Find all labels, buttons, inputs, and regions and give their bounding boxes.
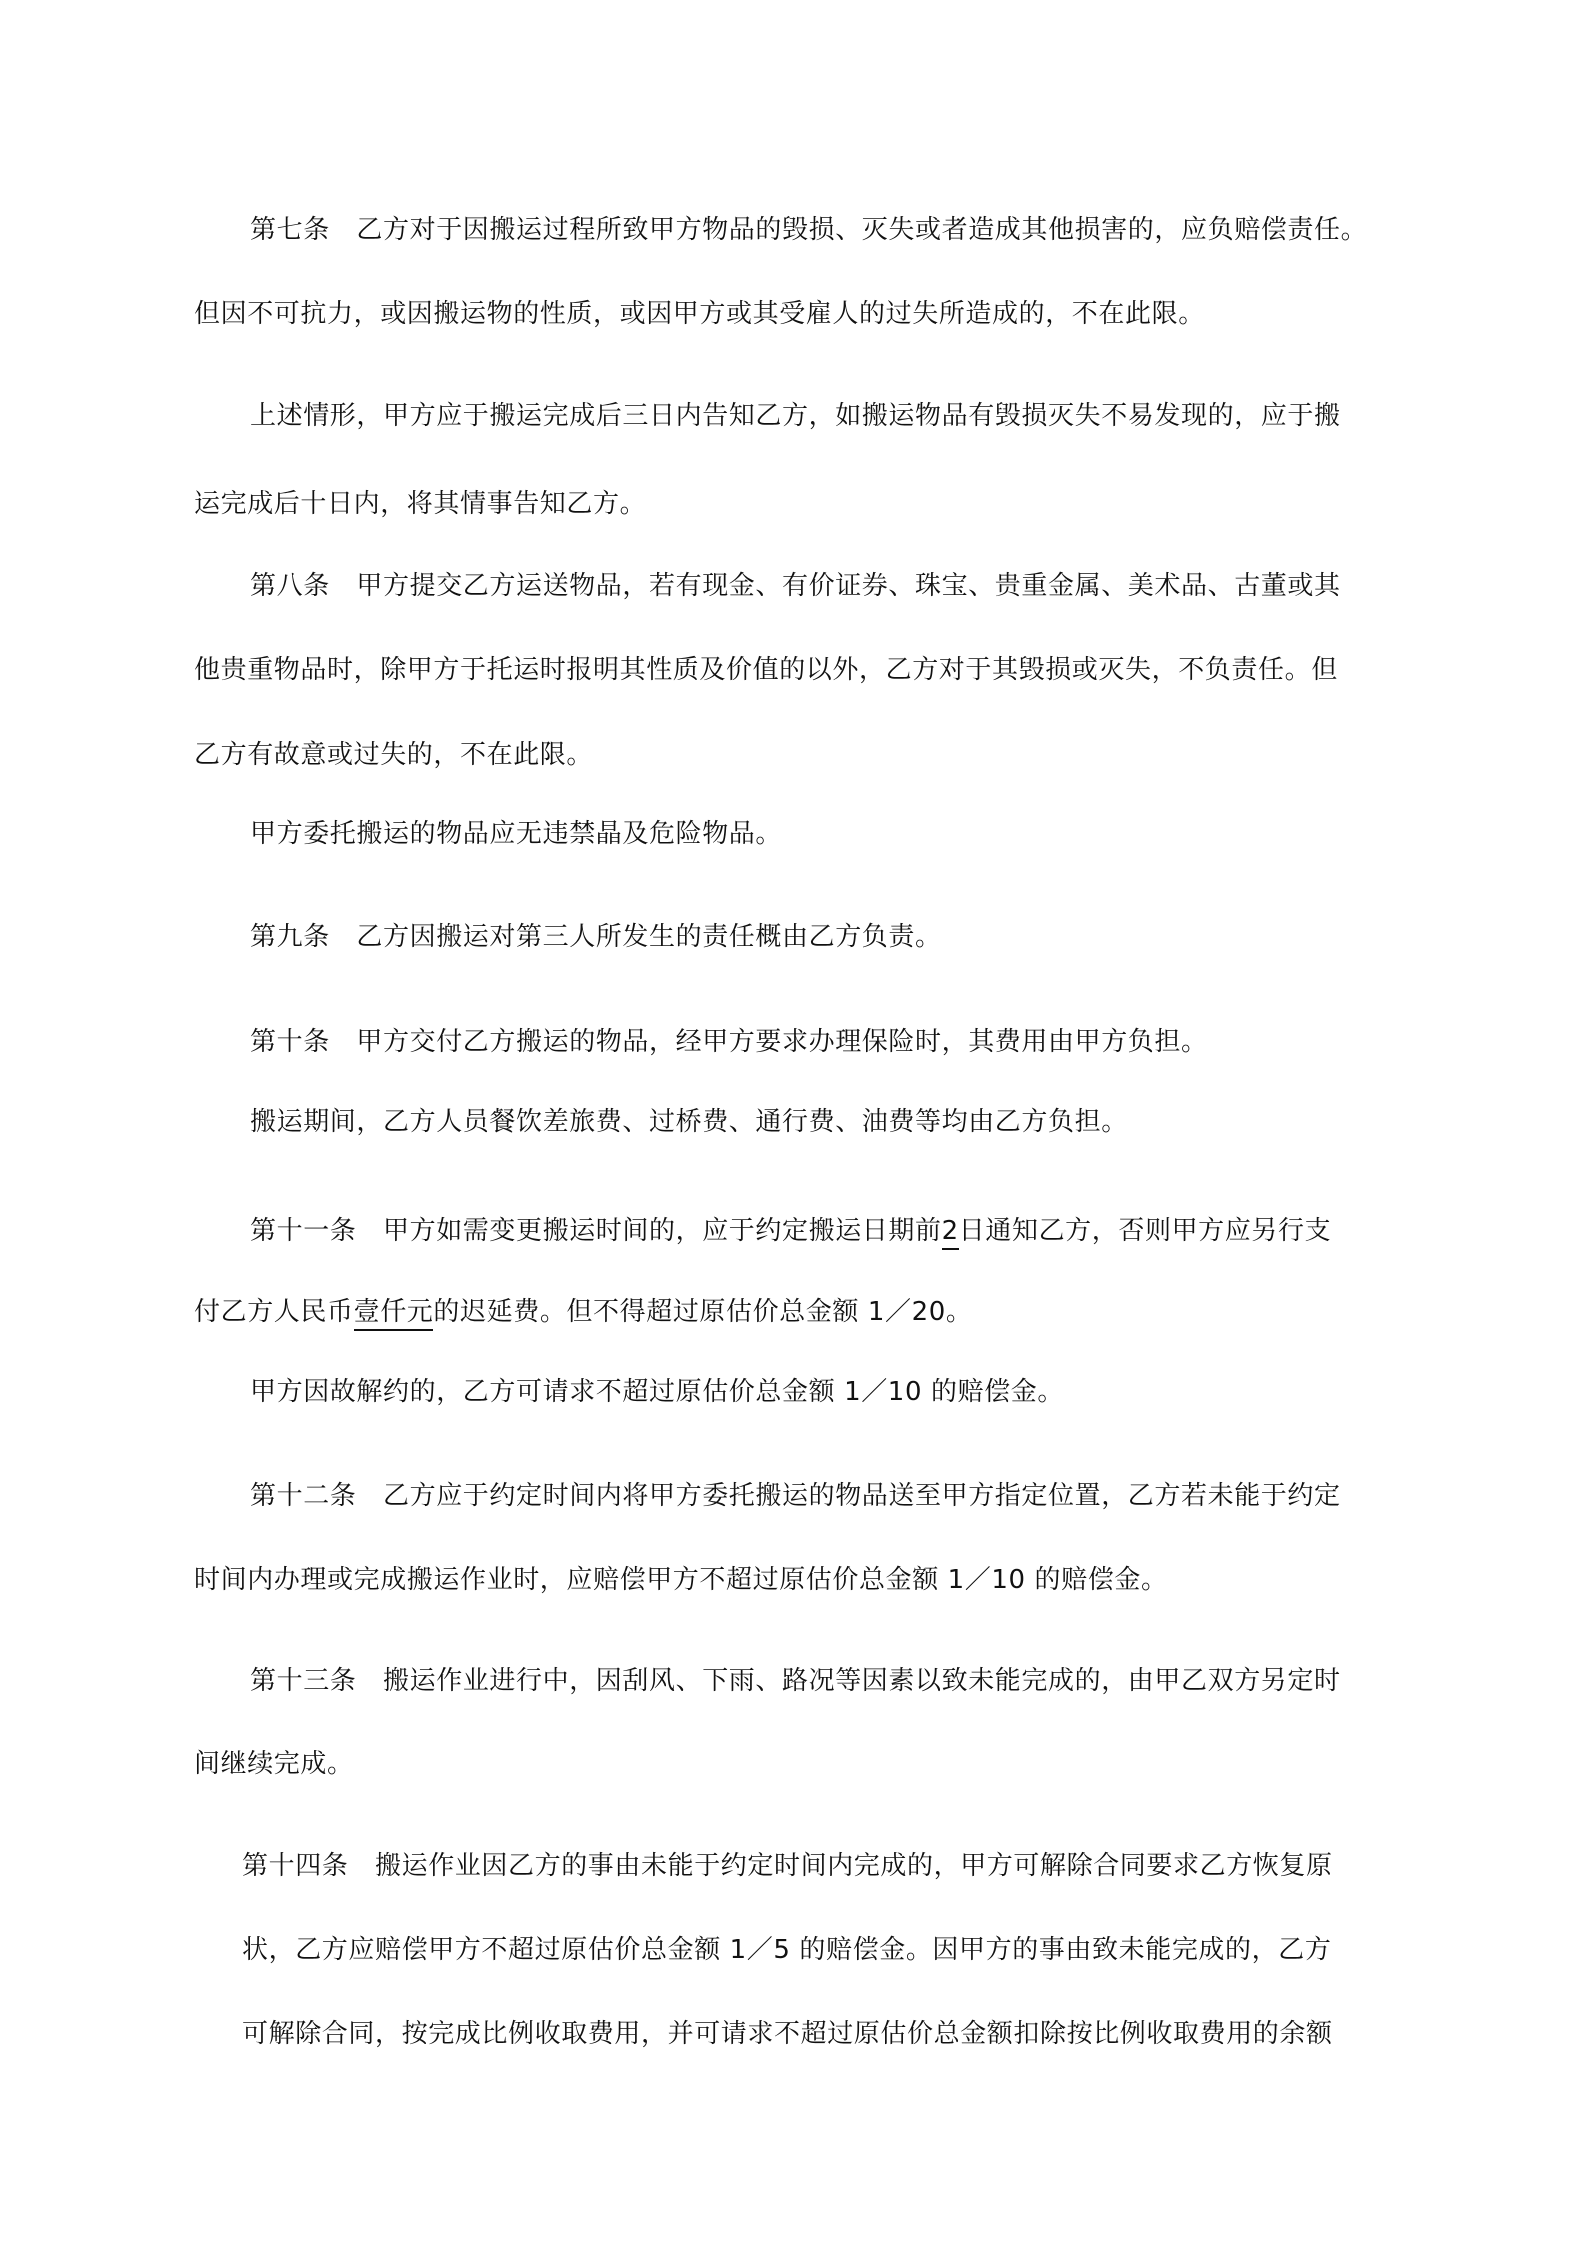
article-7-line-2: 但因不可抗力，或因搬运物的性质，或因甲方或其受雇人的过失所造成的，不在此限。 [194, 299, 1205, 329]
article-13-line-2: 间继续完成。 [194, 1749, 354, 1779]
article-10-line-1: 第十条 甲方交付乙方搬运的物品，经甲方要求办理保险时，其费用由甲方负担。 [250, 1027, 1208, 1057]
article-7-line-4: 运完成后十日内，将其情事告知乙方。 [194, 489, 647, 519]
article-12-line-1: 第十二条 乙方应于约定时间内将甲方委托搬运的物品送至甲方指定位置，乙方若未能于约定 [250, 1481, 1341, 1511]
notice-days-value: 2 [942, 1214, 959, 1250]
article-11-line-1 [250, 1211, 1331, 1251]
article-13-line-1: 第十三条 搬运作业进行中，因刮风、下雨、路况等因素以致未能完成的，由甲乙双方另定时 [250, 1666, 1341, 1696]
article-8-line-4: 甲方委托搬运的物品应无违禁晶及危险物品。 [250, 819, 783, 849]
article-8-line-1: 第八条 甲方提交乙方运送物品，若有现金、有价证券、珠宝、贵重金属、美术品、古董或其 [250, 571, 1341, 601]
article-12-line-2: 时间内办理或完成搬运作业时，应赔偿甲方不超过原估价总金额 1／10 的赔偿金。 [194, 1565, 1168, 1595]
delay-fee-amount: 壹仟元 [354, 1295, 434, 1331]
article-8-line-2: 他贵重物品时，除甲方于托运时报明其性质及价值的以外，乙方对于其毁损或灭失，不负责任。但 [194, 655, 1338, 685]
article-11-line-3: 甲方因故解约的，乙方可请求不超过原估价总金额 1／10 的赔偿金。 [250, 1377, 1064, 1407]
article-8-line-3: 乙方有故意或过失的，不在此限。 [194, 740, 594, 770]
article-14-line-2: 状，乙方应赔偿甲方不超过原估价总金额 1／5 的赔偿金。因甲方的事由致未能完成的，乙方 [242, 1935, 1332, 1965]
article-11-line-2 [194, 1292, 973, 1332]
article-7-line-1: 第七条 乙方对于因搬运过程所致甲方物品的毁损、灭失或者造成其他损害的，应负赔偿责任。 [250, 215, 1368, 245]
article-11-line-2-prefix: 付乙方人民币 [194, 1297, 354, 1327]
article-11-line-2-suffix: 的迟延费。但不得超过原估价总金额 1／20。 [433, 1297, 973, 1327]
article-11-line-1-prefix: 第十一条 甲方如需变更搬运时间的，应于约定搬运日期前 [250, 1216, 942, 1246]
article-7-line-3: 上述情形，甲方应于搬运完成后三日内告知乙方，如搬运物品有毁损灭失不易发现的，应于搬 [250, 401, 1341, 431]
article-10-line-2: 搬运期间，乙方人员餐饮差旅费、过桥费、通行费、油费等均由乙方负担。 [250, 1107, 1128, 1137]
article-14-line-1: 第十四条 搬运作业因乙方的事由未能于约定时间内完成的，甲方可解除合同要求乙方恢复原 [242, 1851, 1333, 1881]
article-11-line-1-suffix: 日通知乙方，否则甲方应另行支 [958, 1216, 1332, 1246]
article-9-line-1: 第九条 乙方因搬运对第三人所发生的责任概由乙方负责。 [250, 922, 942, 952]
article-14-line-3: 可解除合同，按完成比例收取费用，并可请求不超过原估价总金额扣除按比例收取费用的余额 [242, 2019, 1333, 2049]
